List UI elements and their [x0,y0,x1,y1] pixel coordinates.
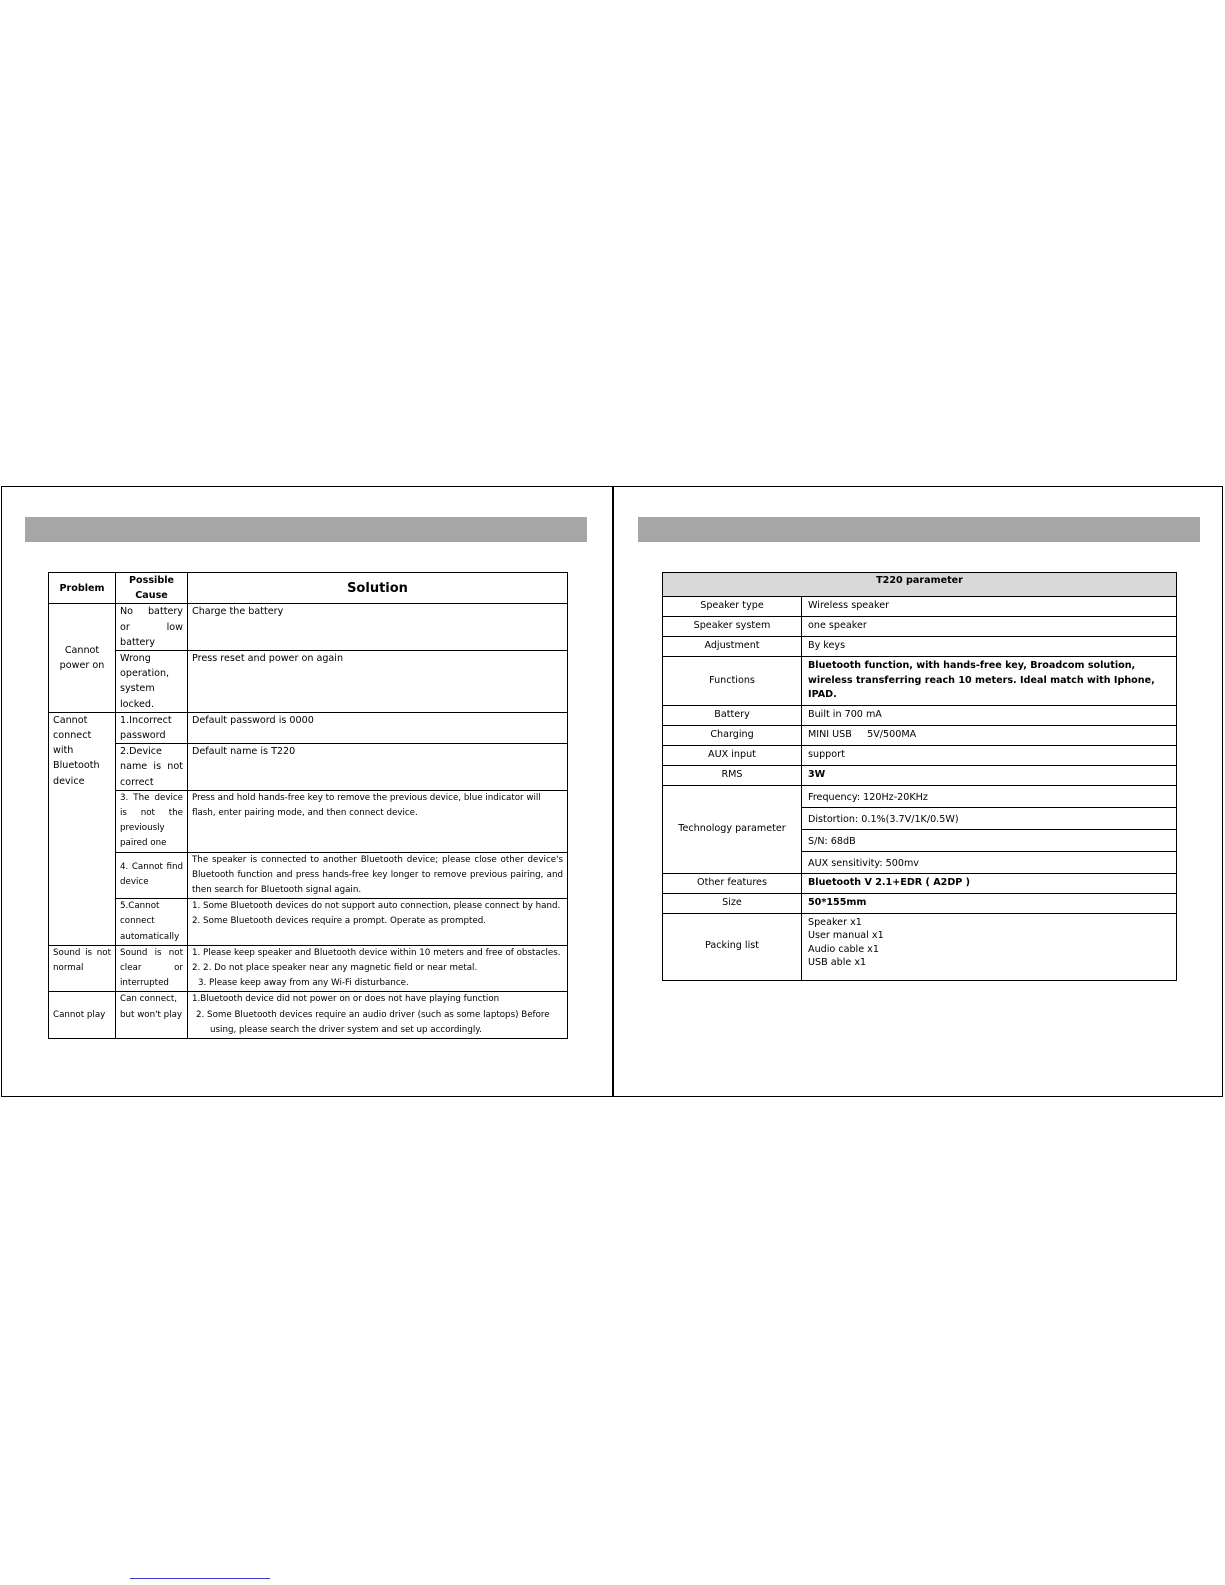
param-label: RMS [663,765,802,785]
param-row [663,785,1177,807]
packing-item: User manual x1 [808,930,884,941]
solution-cell [188,604,568,651]
cause-cell: Wrong operation, system locked. [116,651,188,713]
param-row [663,725,1177,745]
parameter-title-row [663,573,1177,597]
solution-line: 1.Bluetooth device did not power on or does not have playing function [192,994,500,1005]
solution-cell [188,992,568,1039]
header-problem: Problem [49,573,116,604]
param-label: AUX input [663,745,802,765]
param-row [663,657,1177,706]
solution-line: Press reset and power on again [192,653,344,665]
param-value: Distortion: 0.1%(3.7V/1K/0.5W) [802,807,1177,829]
table-row [49,712,568,743]
param-label: Technology parameter [663,785,802,873]
param-value: 3W [802,765,1177,785]
solution-cell [188,945,568,992]
solution-line: Default password is 0000 [192,714,314,726]
problem-cell: Cannot connect with Bluetooth device [49,712,116,945]
table-row [49,899,568,946]
param-label: Speaker type [663,597,802,617]
param-row [663,745,1177,765]
solution-line: 2. 2. Do not place speaker near any magnetic field or near metal. [192,963,478,974]
parameter-title: T220 parameter [663,573,1177,597]
solution-line: Default name is T220 [192,746,296,758]
param-label: Packing list [663,913,802,980]
param-row [663,617,1177,637]
param-label: Adjustment [663,637,802,657]
cause-cell: 1.Incorrect password [116,712,188,743]
param-label: Charging [663,725,802,745]
param-row [663,597,1177,617]
param-row [663,873,1177,893]
param-row [663,705,1177,725]
footer-link-underline [130,1578,270,1579]
param-label: Speaker system [663,617,802,637]
param-value: 50*155mm [802,893,1177,913]
table-row [49,945,568,992]
solution-cell [188,744,568,791]
param-value: By keys [802,637,1177,657]
param-value [802,913,1177,980]
solution-line: 2. Some Bluetooth devices require an audio driver (such as some laptops) Before using, please search the driver system and set up accordingly. [196,1009,550,1035]
packing-item: Speaker x1 [808,916,862,928]
solution-line: 2. Some Bluetooth devices require a prompt. Operate as prompted. [192,916,486,927]
table-row [49,651,568,713]
param-label: Battery [663,705,802,725]
param-row [663,637,1177,657]
cause-cell: 3. The device is not the previously paired one [116,790,188,852]
solution-line: 1. Please keep speaker and Bluetooth device within 10 meters and free of obstacles. [192,947,561,958]
param-value: AUX sensitivity: 500mv [802,851,1177,873]
solution-cell [188,651,568,713]
solution-line: Press and hold hands-free key to remove the previous device, blue indicator will flash, enter pairing mode, and then connect device. [192,792,541,819]
cause-cell: 4. Cannot find device [116,852,188,899]
problem-cell: Sound is not normal [49,945,116,992]
param-row [663,913,1177,980]
table-row [49,604,568,651]
cause-cell: 5.Cannot connect automatically [116,899,188,946]
param-value: Frequency: 120Hz-20KHz [802,785,1177,807]
table-row [49,790,568,852]
right-header-bar [638,517,1200,542]
cause-cell: Can connect, but won't play [116,992,188,1039]
cause-cell: No battery or low battery [116,604,188,651]
param-value: Bluetooth function, with hands-free key, Broadcom solution, wireless transferring reach 10 meters. Ideal match with Iphone, IPAD. [802,657,1177,706]
solution-cell [188,852,568,899]
packing-item: USB able x1 [808,957,867,968]
param-label: Functions [663,657,802,706]
page-divider [612,487,614,1096]
solution-cell [188,899,568,946]
solution-cell [188,712,568,743]
solution-line: The speaker is connected to another Bluetooth device; please close other device's Bluetooth function and press hands-free key longer to remove previous pairing, and then search for Bluetooth signal again. [192,854,563,896]
param-value: one speaker [802,617,1177,637]
manual-spread [1,486,1223,1097]
parameter-table [662,572,1177,981]
solution-line: Charge the battery [192,606,284,618]
table-row [49,744,568,791]
table-row [49,992,568,1039]
solution-line: 3. Please keep away from any Wi-Fi disturbance. [198,978,409,989]
table-row [49,852,568,899]
param-value: Wireless speaker [802,597,1177,617]
param-row [663,765,1177,785]
param-value: Built in 700 mA [802,705,1177,725]
param-value: Bluetooth V 2.1+EDR ( A2DP ) [802,873,1177,893]
cause-cell: Sound is not clear or interrupted [116,945,188,992]
header-solution: Solution [188,573,568,604]
left-header-bar [25,517,587,542]
packing-item: Audio cable x1 [808,943,879,955]
header-possible-cause: Possible Cause [116,573,188,604]
param-value: support [802,745,1177,765]
param-label: Size [663,893,802,913]
param-row [663,893,1177,913]
solution-line: 1. Some Bluetooth devices do not support auto connection, please connect by hand. [192,901,561,912]
problem-cell: Cannot play [49,992,116,1039]
param-label: Other features [663,873,802,893]
solution-cell [188,790,568,852]
table-header-row [49,573,568,604]
cause-cell: 2.Device name is not correct [116,744,188,791]
problem-cell: Cannot power on [49,604,116,712]
param-value: MINI USB 5V/500MA [802,725,1177,745]
param-value: S/N: 68dB [802,829,1177,851]
troubleshooting-table [48,572,568,1039]
